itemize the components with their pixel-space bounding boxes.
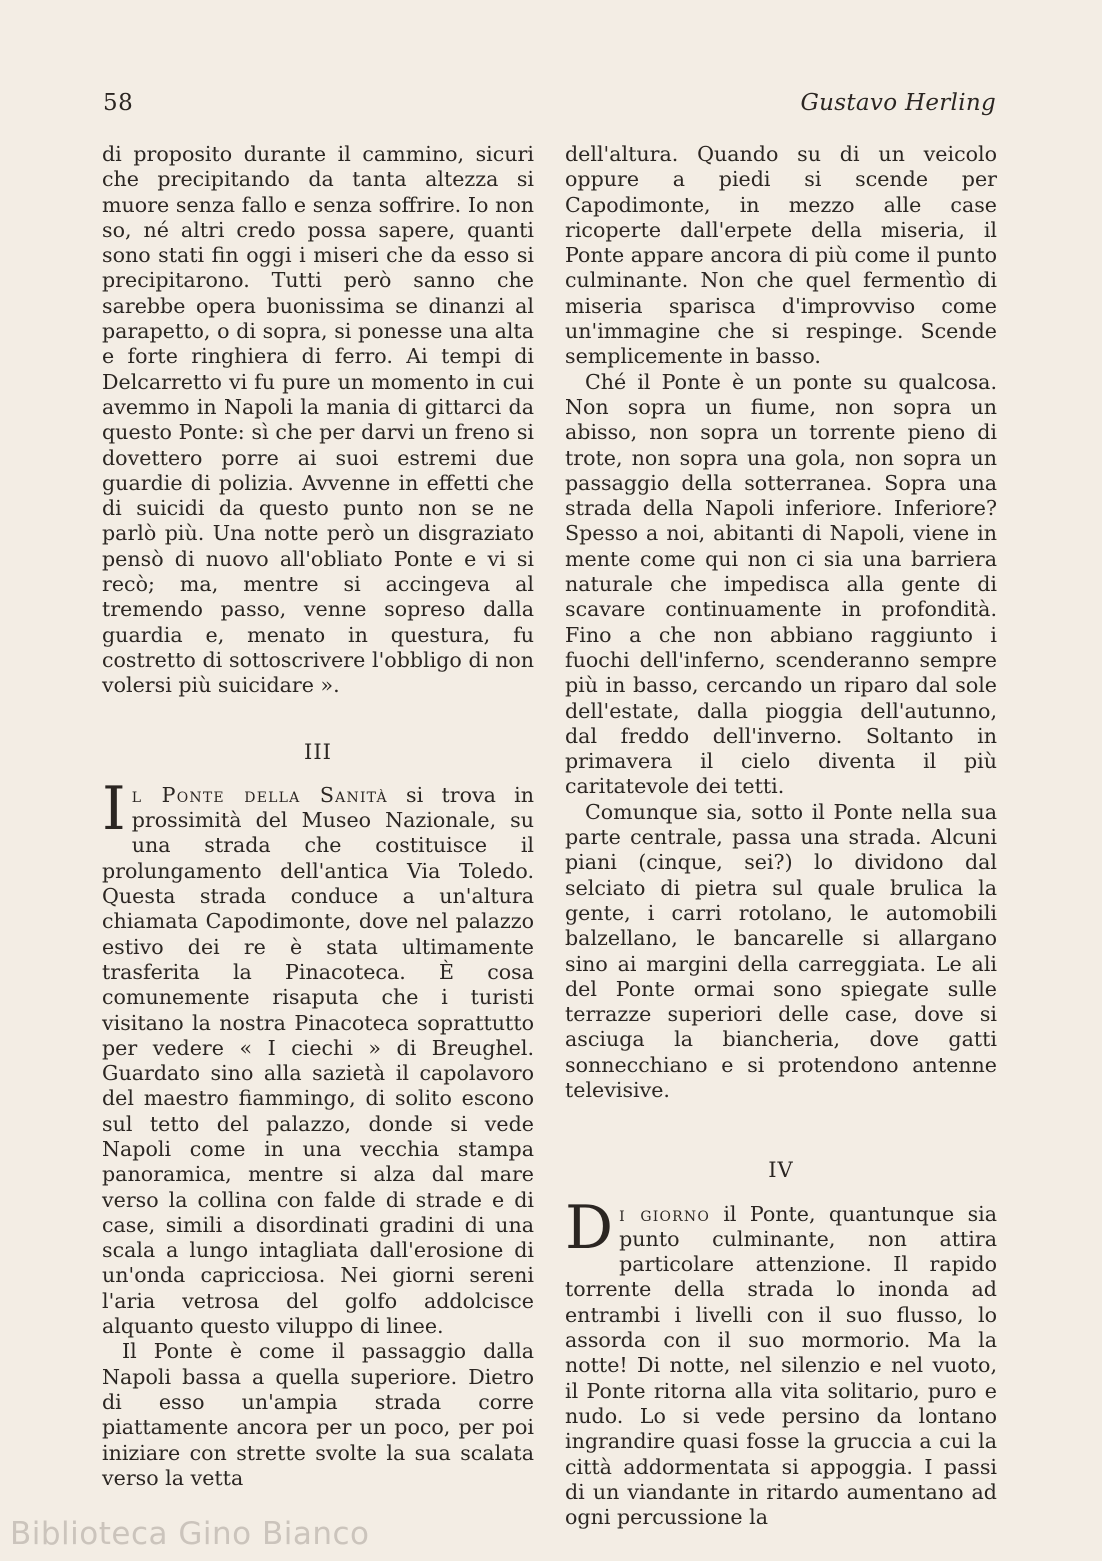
paragraph-text: il Ponte, quantunque sia punto culminante, non attira particolare attenzione. Il rapido torrente della strada lo inonda ad entrambi i livelli con il suo flusso, lo assorda con il suo mormorio. Ma la notte! Di notte, nel silenzio e nel vuoto, il Ponte ritorna alla vita solitario, puro e nudo. Lo si vede persino da lontano ingrandire quasi fosse la gruccia a cui la città addormentata si appoggia. I passi di un viandante in ritardo aumentano ad ogni percussione la — [565, 1201, 997, 1530]
paragraph-text: si trova in prossimità del Museo Nazionale, su una strada che costituisce il prolungamento dell'antica Via Toledo. Questa strada conduce a un'altura chiamata Capodimonte, dove nel palazzo estivo dei re è stata ultimamente trasferita la Pinacoteca. È cosa comunemente risaputa che i turisti visitano la nostra Pinacoteca soprattutto per vedere « I ciechi » di Breughel. Guardato sino alla sazietà il capolavoro del maestro fiammingo, di solito escono sul tetto del palazzo, donde si vede Napoli come in una vecchia stampa panoramica, mentre si alza dal mare verso la collina con falde di strade e di case, simili a disordinati gradini di una scala a lungo intagliata dall'erosione di un'onda capricciosa. Nei giorni sereni l'aria vetrosa del golfo addolcisce alquanto questo viluppo di linee. — [102, 782, 534, 1339]
page-number: 58 — [103, 90, 134, 116]
paragraph: di proposito durante il cammino, sicuri che precipitando da tanta altezza si muore senza fallo e senza soffrire. Io non so, né altri credo possa sapere, quanti sono stati fin oggi i miseri che da esso si precipitarono. Tutti però sanno che sarebbe opera buonissima se dinanzi al parapetto, o di sopra, si ponesse una alta e forte ringhiera di ferro. Ai tempi di Delcarretto vi fu pure un momento in cui avemmo in Napoli la mania di gittarci da questo Ponte: sì che per darvi un freno si dovettero porre ai suoi estremi due guardie di polizia. Avvenne in effetti che di suicidi da questo punto non se ne parlò più. Una notte però un disgraziato pensò di nuovo all'obliato Ponte e vi si recò; ma, mentre si accingeva al tremendo passo, venne sopreso dalla guardia e, menato in questura, fu costretto di sottoscrivere l'obbligo di non volersi più suicidare ». — [102, 142, 534, 698]
paragraph: Il Ponte è come il passaggio dalla Napoli bassa a quella superiore. Dietro di esso un'ampia strada corre piattamente ancora per un poco, per poi iniziare con strette svolte la sua scalata verso la vetta — [102, 1339, 534, 1490]
drop-cap: I — [102, 773, 126, 844]
left-column — [102, 142, 534, 1491]
section-heading-iv: IV — [768, 1158, 794, 1183]
right-column — [565, 142, 997, 1530]
paragraph: Comunque sia, sotto il Ponte nella sua parte centrale, passa una strada. Alcuni piani (cinque, sei?) lo dividono dal selciato di pietra sul quale brulica la gente, i carri rotolano, le automobili balzellano, le bancarelle si allargano sino ai margini della carreggiata. Le ali del Ponte ormai sono spiegate sulle terrazze superiori delle case, dove si asciuga la biancheria, dove gatti sonnecchiano e si protendono antenne televisive. — [565, 799, 997, 1102]
running-head-author: Gustavo Herling — [800, 90, 996, 116]
library-watermark: Biblioteca Gino Bianco — [10, 1516, 370, 1552]
section-heading-iii: III — [304, 739, 332, 764]
paragraph: dell'altura. Quando su di un veicolo oppure a piedi si scende per Capodimonte, in mezzo alle case ricoperte dall'erpete della miseria, il Ponte appare ancora di più come il punto culminante. Non che quel fermentìo di miseria sparisca d'improvviso come un'immagine che si respinge. Scende semplicemente in basso. — [565, 142, 997, 369]
small-caps-lead: l Ponte della Sanità — [131, 782, 388, 807]
small-caps-lead: i giorno — [619, 1201, 711, 1226]
drop-cap: D — [565, 1192, 614, 1263]
paragraph: Ché il Ponte è un ponte su qualcosa. Non sopra un fiume, non sopra un abisso, non sopra un torrente pieno di trote, non sopra una gola, non sopra un passaggio della sotterranea. Sopra una strada della Napoli inferiore. Inferiore? Spesso a noi, abitanti di Napoli, viene in mente come qui non ci sia una barriera naturale che impedisca alla gente di scavare continuamente in profondità. Fino a che non abbiano raggiunto i fuochi dell'inferno, scenderanno sempre più in basso, cercando un riparo dal sole dell'estate, dalla pioggia dell'autunno, dal freddo dell'inverno. Soltanto in primavera il cielo diventa il più caritatevole dei tetti. — [565, 369, 997, 799]
section-iii-opening-paragraph — [102, 773, 534, 1340]
section-iv-opening-paragraph — [565, 1192, 997, 1531]
